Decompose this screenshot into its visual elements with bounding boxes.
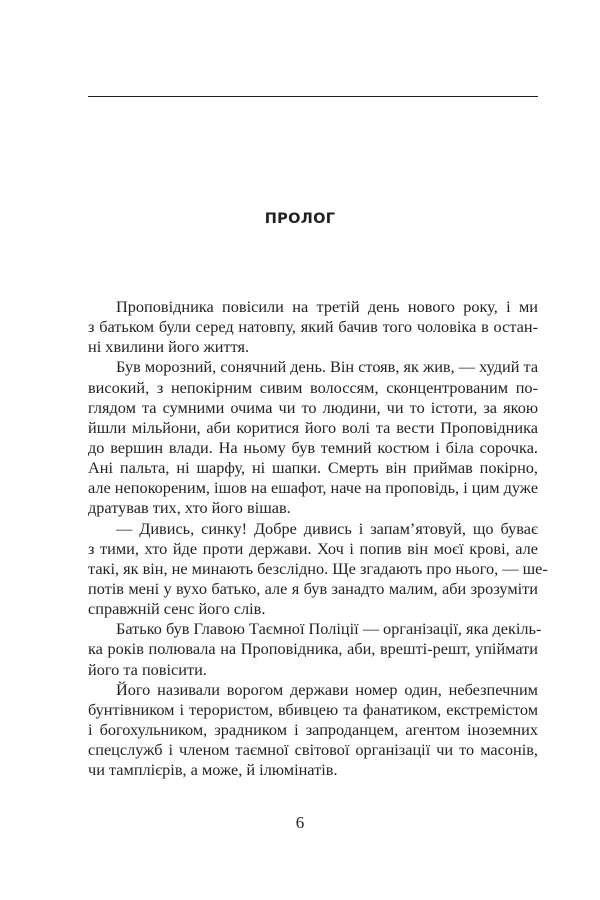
text-line: до вершин влади. На ньому був темний костюм і біла сорочка. bbox=[88, 437, 538, 457]
text-line: йшли мільйони, аби коритися його волі та вести Проповідника bbox=[88, 417, 538, 437]
text-line: Його називали ворогом держави номер один, небезпечним bbox=[116, 679, 538, 699]
text-line: з тими, хто йде проти держави. Хоч і попив він моєї крові, але bbox=[88, 538, 538, 558]
paragraph bbox=[88, 680, 538, 781]
paragraph bbox=[88, 357, 538, 518]
page-number: 6 bbox=[295, 813, 305, 832]
text-line: потів мені у вухо батько, але я був занадто малим, аби зрозуміти bbox=[88, 578, 538, 598]
body-text bbox=[88, 297, 548, 780]
text-line: бунтівником і терористом, вбивцею та фанатиком, екстремістом bbox=[88, 699, 538, 719]
text-line: глядом та сумними очима чи то людини, чи то істоти, за якою bbox=[88, 397, 538, 417]
text-line: ні хвилини його життя. bbox=[88, 337, 250, 357]
text-line: Батько був Главою Таємної Поліції — організації, яка декіль- bbox=[116, 619, 542, 639]
text-line: і богохульником, зрадником і запроданцем, агентом іноземних bbox=[88, 719, 538, 739]
text-line: Проповідника повісили на третій день нового року, і ми bbox=[116, 297, 538, 316]
text-line: справжній сенс його слів. bbox=[88, 599, 266, 619]
text-line: спецслужб і членом таємної світової організації чи то масонів, bbox=[88, 740, 538, 760]
text-line: з батьком були серед натовпу, який бачив того чоловіка в остан- bbox=[88, 317, 538, 337]
text-line: Був морозний, сонячний день. Він стояв, як жив, — худий та bbox=[116, 357, 539, 377]
text-line: чи тамплієрів, а може, й ілюмінатів. bbox=[88, 760, 338, 780]
text-line: такі, як він, не минають безслідно. Ще згадають про нього, — ше- bbox=[88, 558, 548, 578]
text-line: але непокореним, ішов на ешафот, наче на проповідь, і цим дуже bbox=[88, 478, 539, 498]
paragraph bbox=[88, 619, 542, 679]
text-line: дратував тих, хто його вішав. bbox=[88, 498, 291, 518]
text-line: його та повісити. bbox=[88, 659, 207, 679]
text-line: високий, з непокірним сивим волоссям, сконцентрованим по- bbox=[88, 377, 538, 397]
text-line: Ані пальта, ні шарфу, ні шапки. Смерть він приймав покірно, bbox=[88, 458, 538, 478]
paragraph bbox=[88, 297, 538, 357]
text-line: ка років полювала на Проповідника, аби, врешті-решт, упіймати bbox=[88, 639, 538, 659]
header-rule bbox=[88, 96, 538, 97]
chapter-title: ПРОЛОГ bbox=[264, 211, 336, 227]
text-line: — Дивись, синку! Добре дивись і запам’ятовуй, що буває bbox=[116, 518, 538, 538]
paragraph bbox=[88, 518, 548, 620]
